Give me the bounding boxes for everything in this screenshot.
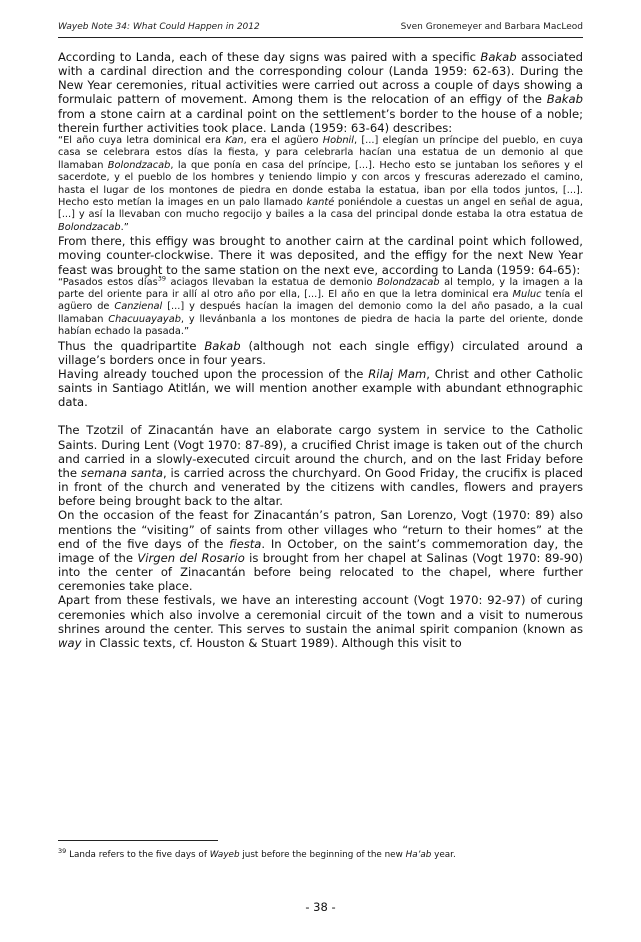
footnote-ref: 39 xyxy=(58,847,67,856)
paragraph-san-lorenzo: On the occasion of the feast for Zinacantán’s patron, San Lorenzo, Vogt (1970: 89) also mentions the “visiting” of saints from other villages who “return to their homes” at the end of the five days of the fiesta. In October, on the saint’s commemoration day, the image of the Virgen del Rosario is brought from her chapel at Salinas (Vogt 1970: 89-90) into the center of Zinacantán before being relocated to the chapel, where further ceremonies take place. xyxy=(58,508,583,594)
italic-term: Chacuuayayab xyxy=(108,313,181,325)
italic-term: Bakab xyxy=(480,50,517,64)
italic-term: kanté xyxy=(306,196,335,208)
italic-term: Virgen del Rosario xyxy=(137,550,245,565)
italic-term: Bolondzacab xyxy=(58,221,121,233)
running-header xyxy=(58,22,583,38)
italic-term: Bakab xyxy=(204,338,241,353)
italic-term: Kan xyxy=(225,134,244,146)
italic-term: Hobnil xyxy=(322,134,354,146)
paragraph-landa-bakab: According to Landa, each of these day signs was paired with a specific Bakab associated with a cardinal direction and the corresponding colour (Landa 1959: 62-63). During the New Year ceremonies, ritual activities were carried out across a couple of days showing a formulaic pattern of movement. Among them is the relocation of an effigy of the Bakab from a stone cairn at a cardinal point on the settlement’s border to the house of a noble; therein further activities took place. Landa (1959: 63-64) describes: xyxy=(58,50,583,135)
paragraph-rilaj-mam: Having already touched upon the procession of the Rilaj Mam, Christ and other Catholic saints in Santiago Atitlán, we will mention another example with abundant ethnographic data. xyxy=(58,367,583,410)
paragraph-gap xyxy=(58,409,583,423)
footnote-ref: 39 xyxy=(157,274,166,283)
quote-landa-63-64: “El año cuya letra dominical era Kan, era el agüero Hobnil, [...] elegían un príncipe del pueblo, en cuya casa se celebrara estos días la fiesta, y para celebrarla hacían una estatua de un demonio al que llamaban Bolondzacab, la que ponía en casa del príncipe, [...]. Hecho esto se juntaban los señores y el sacerdote, y el pueblo de los hombres y teniendo limpio y con arcos y frescuras aderezado el camino, hasta el lugar de los montones de piedra en donde estaba la estatua, iban por ella todos juntos, [...]. Hecho esto metían la images en un palo llamado kanté poniéndole a cuestas un angel en señal de agua, [...] y así la llevaban con mucho regocijo y bailes a la casa del principal donde estaba la otra estatua de Bolondzacab.” xyxy=(58,134,584,233)
paragraph-effigy-cairn: From there, this effigy was brought to another cairn at the cardinal point which followed, moving counter-clockwise. There it was deposited, and the effigy for the next New Year feast was brought to the same station on the next eve, according to Landa (1959: 64-65): xyxy=(58,234,583,277)
footnote-rule xyxy=(58,840,218,841)
italic-term: Muluc xyxy=(512,289,542,301)
italic-term: Bolondzacab xyxy=(377,276,440,288)
italic-term: Wayeb xyxy=(209,850,240,860)
footnote-39: $^{39}$ Landa refers to the five days of Wayeb just before the beginning of the new Ha’ab year. xyxy=(58,847,456,860)
paragraph-quadripartite-bakab: Thus the quadripartite Bakab (although not each single effigy) circulated around a village’s borders once in four years. xyxy=(58,338,583,367)
paragraph-tzotzil-cargo: The Tzotzil of Zinacantán have an elaborate cargo system in service to the Catholic Saints. During Lent (Vogt 1970: 87-89), a crucified Christ image is taken out of the church and carried in a slowly-executed circuit around the church, and on the last Friday before the semana santa, is carried across the churchyard. On Good Friday, the crucifix is placed in front of the church and venerated by the citizens with candles, flowers and prayers before being brought back to the altar. xyxy=(58,423,584,509)
italic-term: fiesta xyxy=(229,536,262,551)
italic-term: Rilaj Mam xyxy=(368,367,427,381)
italic-term: Bolondzacab xyxy=(107,159,171,171)
header-authors: Sven Gronemeyer and Barbara MacLeod xyxy=(400,22,583,32)
header-title: Wayeb Note 34: What Could Happen in 2012 xyxy=(58,22,260,32)
italic-term: Bakab xyxy=(546,92,583,107)
italic-term: way xyxy=(58,635,82,650)
italic-term: Canzienal xyxy=(114,301,163,313)
italic-term: Ha’ab xyxy=(405,850,432,860)
page-number: - 38 - xyxy=(305,900,336,914)
paragraph-curing-ceremonies: Apart from these festivals, we have an interesting account (Vogt 1970: 92-97) of curing ceremonies which also involve a ceremonial circuit of the town and a visit to numerous shrines around the center. This serves to sustain the animal spirit companion (known as way in Classic texts, cf. Houston & Stuart 1989). Although this visit to xyxy=(58,593,583,650)
main-text xyxy=(58,50,583,650)
italic-term: semana santa xyxy=(80,465,163,480)
quote-landa-64-65: “Pasados estos días$^{39}$ aciagos llevaban la estatua de demonio Bolondzacab al templo, y la imagen a la parte del oriente para ir allí al otro año por ella, [...]. El año en que la letra dominical era Muluc tenía el agüero de Canzienal [...] y después hacían la imagen del demonio como la del año pasado, a la cual llamaban Chacuuayayab, y llevánbanla a los montones de piedra de hacia la parte del oriente, donde habían echado la pasada.” xyxy=(58,274,584,338)
